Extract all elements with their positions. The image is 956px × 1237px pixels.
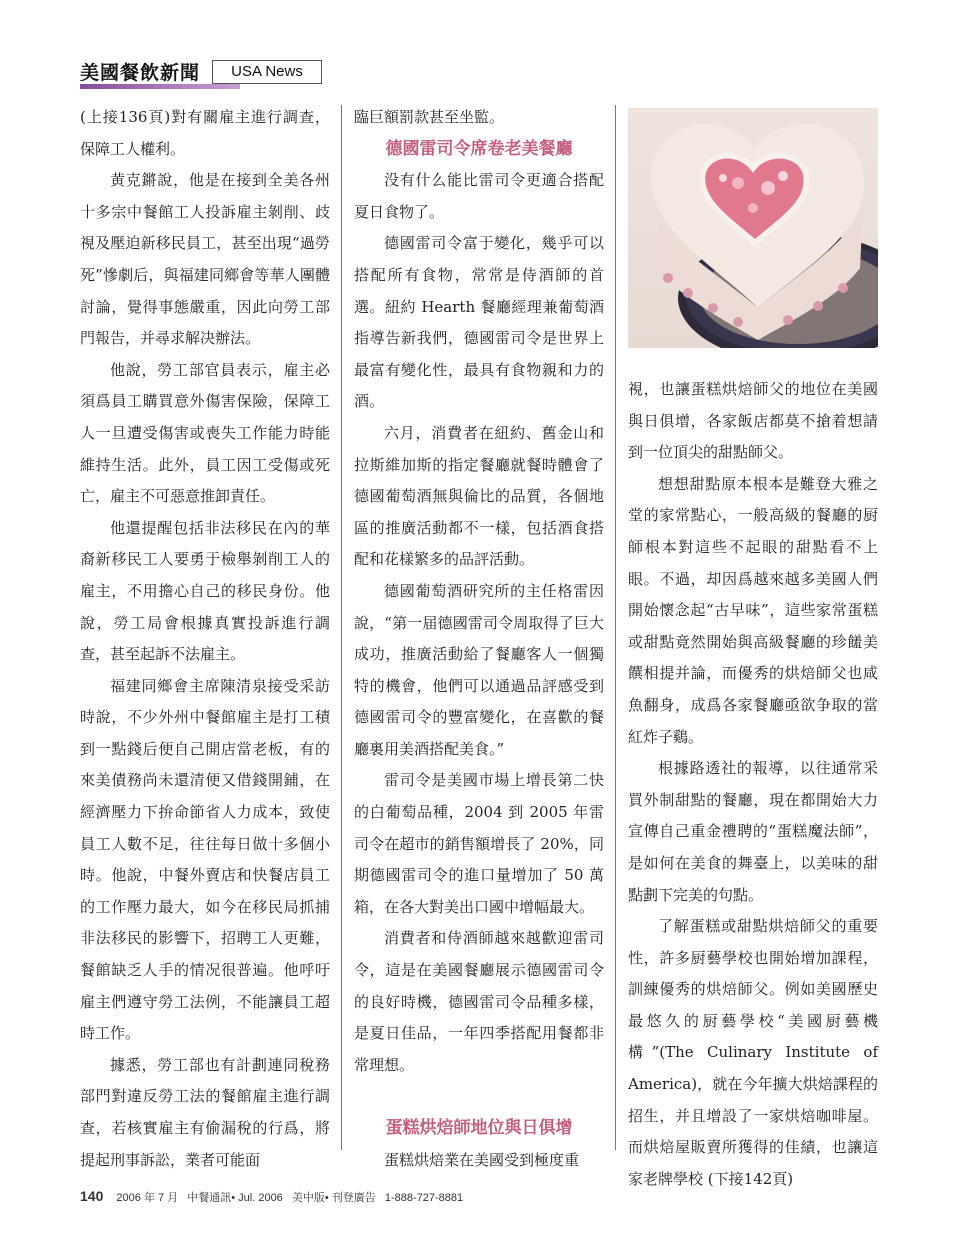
- paragraph: (上接136頁)對有關雇主進行調查，保障工人權利。: [80, 108, 330, 158]
- column-divider: [615, 105, 616, 1150]
- heart-cake-photo: [628, 108, 878, 348]
- cake-illustration: [628, 108, 878, 348]
- paragraph: 蛋糕烘焙業在美國受到極度重: [384, 1150, 580, 1169]
- paragraph: 德國葡萄酒研究所的主任格雷因說，“第一届德國雷司令周取得了巨大成功，推廣活動給了餐廳客人一個獨特的機會，他們可以通過品評感受到德國雷司令的豐富變化，在喜歡的餐廳裏用美酒搭配美食。”: [354, 581, 604, 758]
- footer-phone: 1-888-727-8881: [384, 1192, 464, 1204]
- paragraph: 他說，勞工部官員表示，雇主必須爲員工購買意外傷害保險，保障工人一旦遭受傷害或喪失工作能力時能維持生活。此外，員工因工受傷或死亡，雇主不可惡意推卸責任。: [80, 360, 330, 506]
- footer-edition: 美中版• 刊登廣告: [291, 1192, 376, 1204]
- paragraph: 根據路透社的報導，以往通常采買外制甜點的餐廳，現在都開始大力宣傳自己重金禮聘的“蛋糕魔法師”，是如何在美食的舞臺上，以美味的甜點劃下完美的句點。: [628, 759, 878, 904]
- paragraph: 臨巨額罰款甚至坐監。: [354, 108, 505, 126]
- section-title: 美國餐飲新聞: [80, 62, 201, 84]
- article-column-1: [80, 102, 330, 1176]
- paragraph: 了解蛋糕或甜點烘焙師父的重要性，許多厨藝學校也開始增加課程，訓練優秀的烘焙師父。例如美國歷史最悠久的厨藝學校“美國厨藝機構”(The Culinary Institute of America)，就在今年擴大烘焙課程的招生，并且增設了一家烘焙咖啡屋。而烘焙屋販賣所獲得的佳績，也讓這家老牌學校 (下接142頁): [628, 917, 878, 1188]
- page-footer: [80, 1188, 880, 1205]
- paragraph: 六月，消費者在紐約、舊金山和拉斯維加斯的指定餐廳就餐時體會了德國葡萄酒無與倫比的品質，各個地區的推廣活動都不一樣，包括酒食搭配和花樣繁多的品評活動。: [354, 423, 604, 569]
- page-header: [80, 58, 330, 88]
- paragraph: 德國雷司令富于變化，幾乎可以搭配所有食物，常常是侍酒師的首選。紐約 Hearth 餐廳經理兼葡萄酒指導告新我們，德國雷司令是世界上最富有變化性，最具有食物親和力的酒。: [354, 234, 604, 411]
- paragraph: 他還提醒包括非法移民在內的華裔新移民工人要勇于檢舉剝削工人的雇主，不用擔心自己的移民身份。他說，勞工局會根據真實投訴進行調查，甚至起訴不法雇主。: [80, 518, 330, 664]
- footer-date: 2006 年 7 月: [116, 1192, 179, 1204]
- column-divider: [341, 105, 342, 1150]
- section-tag: USA News: [212, 60, 322, 84]
- paragraph: 福建同鄉會主席陳清泉接受采訪時說，不少外州中餐館雇主是打工積到一點錢后便自己開店當老板，有的來美債務尚未還清便又借錢開鋪，在經濟壓力下拚命節省人力成本，致使員工人數不足，往往每日做十多個小時。他說，中餐外賣店和快餐店員工的工作壓力最大，如今在移民局抓捕非法移民的影響下，招聘工人更難，餐館缺乏人手的情况很普遍。他呼吁雇主們遵守勞工法例，不能讓員工超時工作。: [80, 676, 330, 1043]
- paragraph: 想想甜點原本根本是難登大雅之堂的家常點心，一般高級的餐廳的厨師根本對這些不起眼的甜點看不上眼。不過，却因爲越來越多美國人們開始懷念起“古早味”，這些家常蛋糕或甜點竟然開始與高級餐廳的珍饈美饌相提并論，而優秀的烘焙師父也咸魚翻身，成爲各家餐廳亟欲争取的當紅炸子鷄。: [628, 474, 878, 746]
- article-column-2: [354, 102, 604, 1176]
- paragraph: 據悉，勞工部也有計劃連同稅務部門對違反勞工法的餐館雇主進行調查，若核實雇主有偷漏稅的行爲，將提起刑事訴訟，業者可能面: [80, 1055, 330, 1169]
- paragraph: 雷司令是美國市場上增長第二快的白葡萄品種，2004 到 2005 年雷司令在超市的銷售額增長了 20%，同期德國雷司令的進口量增加了 50 萬箱，在各大對美出口國中增幅最大。: [354, 771, 604, 916]
- header-underline: [80, 84, 240, 89]
- bakers-subhead: 蛋糕烘焙師地位與日俱增: [385, 1118, 573, 1138]
- page-number: 140: [80, 1188, 104, 1204]
- riesling-subhead: 德國雷司令席卷老美餐廳: [385, 138, 573, 159]
- paragraph: 没有什么能比雷司令更適合搭配夏日食物了。: [354, 171, 604, 221]
- paragraph: 消費者和侍酒師越來越歡迎雷司令，這是在美國餐廳展示德國雷司令的良好時機，德國雷司令品種多樣，是夏日佳品，一年四季搭配用餐都非常理想。: [354, 929, 604, 1074]
- footer-magazine: 中餐通訊• Jul. 2006: [187, 1192, 283, 1204]
- paragraph: 視，也讓蛋糕烘焙師父的地位在美國與日俱增，各家飯店都莫不搶着想請到一位頂尖的甜點師父。: [628, 380, 878, 462]
- article-column-3: [628, 374, 878, 1195]
- paragraph: 黄克鏘說，他是在接到全美各州十多宗中餐館工人投訴雇主剝削、歧視及壓迫新移民員工，甚至出現“過勞死”慘劇后，與福建同鄉會等華人團體討論，覺得事態嚴重，因此向勞工部門報告，并尋求解决辦法。: [80, 171, 330, 348]
